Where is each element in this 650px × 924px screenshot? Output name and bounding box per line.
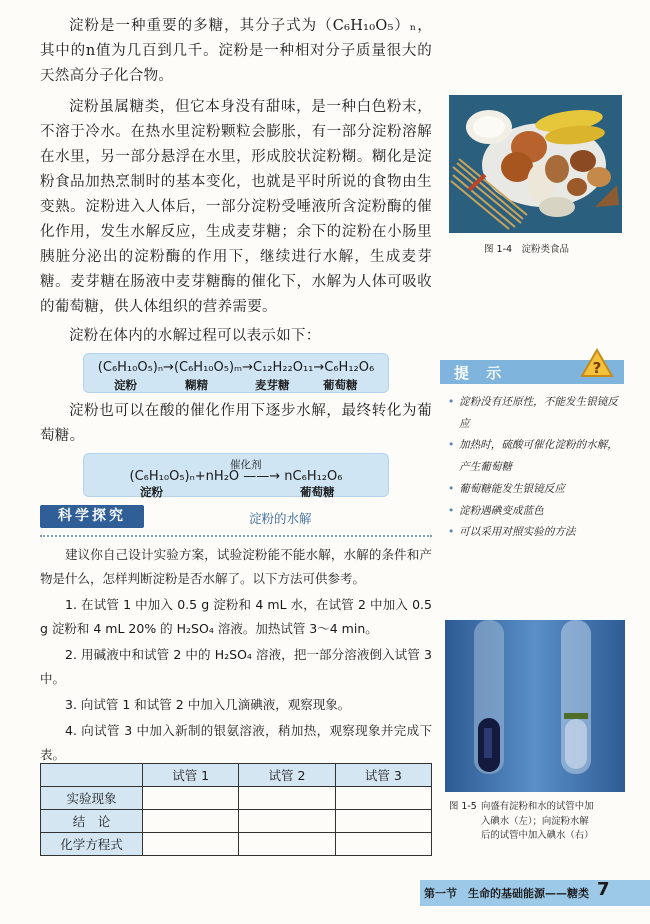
- test-tubes-illustration: [445, 620, 625, 792]
- table-row-label-phenomenon: 实验现象: [41, 787, 143, 810]
- equation-label-starch: 淀粉: [140, 485, 163, 499]
- dotted-divider: [40, 535, 432, 537]
- table-header-row: [41, 764, 432, 787]
- figure-caption-line: 向盛有淀粉和水的试管中加: [481, 801, 594, 812]
- equation-label-dextrin: 糊精: [185, 378, 208, 392]
- paragraph-hydrolysis-intro: 淀粉在体内的水解过程可以表示如下：: [69, 328, 321, 344]
- tip-item: • 可以采用对照实验的方法: [446, 522, 624, 544]
- table-header-tube-3: 试管 3: [335, 764, 431, 787]
- table-cell: [41, 764, 143, 787]
- table-header-tube-1: 试管 1: [143, 764, 239, 787]
- tip-item: • 葡萄糖能发生银镜反应: [446, 479, 624, 501]
- figure-caption-iodine-test: [449, 800, 627, 844]
- figure-caption-line: 后的试管中加入碘水（右）: [481, 830, 594, 841]
- science-inquiry-title: 淀粉的水解: [249, 511, 312, 526]
- equation-acid-hydrolysis: [83, 453, 389, 497]
- equation-formula: (C₆H₁₀O₅)ₙ+nH₂O ——→ nC₆H₁₂O₆: [129, 469, 343, 484]
- main-column: [40, 14, 432, 769]
- experiment-step-1: 1. 在试管 1 中加入 0.5 g 淀粉和 4 mL 水，在试管 2 中加入 0.5 g 淀粉和 4 mL 20% 的 H₂SO₄ 溶液。加热试管 3～4 min。: [40, 597, 432, 636]
- table-row: [41, 787, 432, 810]
- svg-text:?: ?: [592, 359, 602, 377]
- experiment-text: [40, 543, 432, 767]
- table-cell: [143, 833, 239, 856]
- results-table: [40, 763, 432, 856]
- table-row: [41, 810, 432, 833]
- table-row-label-conclusion: 结 论: [41, 810, 143, 833]
- tip-item: • 淀粉遇碘变成蓝色: [446, 501, 624, 523]
- experiment-step-2: 2. 用碱液中和试管 2 中的 H₂SO₄ 溶液，把一部分溶液倒入试管 3 中。: [40, 647, 432, 686]
- equation-catalyst: 催化剂: [230, 459, 262, 471]
- page-footer: [0, 880, 650, 924]
- equation-label-glucose: 葡萄糖: [323, 378, 358, 392]
- equation-enzymatic-hydrolysis: [83, 353, 389, 393]
- science-inquiry-badge: 科学探究: [40, 505, 144, 528]
- table-cell: [143, 810, 239, 833]
- table-cell: [239, 833, 335, 856]
- table-cell: [335, 833, 431, 856]
- science-inquiry-header: [40, 505, 432, 531]
- equation-label-starch: 淀粉: [114, 378, 137, 392]
- table-cell: [239, 787, 335, 810]
- figure-caption-number: 图 1-5: [449, 801, 477, 812]
- starch-foods-illustration: [449, 95, 622, 233]
- paragraph-starch-formula: 淀粉是一种重要的多糖，其分子式为（C₆H₁₀O₅）ₙ，其中的n值为几百到几千。淀粉是一种相对分子质量很大的天然高分子化合物。: [40, 18, 432, 84]
- iodine-test-tubes-photo: [445, 620, 625, 792]
- figure-caption-starch-foods: 图 1-4 淀粉类食品: [484, 244, 570, 255]
- table-cell: [335, 810, 431, 833]
- equation-label-maltose: 麦芽糖: [255, 378, 290, 392]
- equation-formula: (C₆H₁₀O₅)ₙ→(C₆H₁₀O₅)ₘ→C₁₂H₂₂O₁₁→C₆H₁₂O₆: [97, 360, 375, 375]
- table-header-tube-2: 试管 2: [239, 764, 335, 787]
- paragraph-starch-properties: 淀粉虽属糖类，但它本身没有甜味，是一种白色粉末，不溶于冷水。在热水里淀粉颗粒会膨胀，有一部分淀粉溶解在水里，另一部分悬浮在水里，形成胶状淀粉糊。糊化是淀粉食品加热烹制时的基本变化，也就是平时所说的食物由生变熟。淀粉进入人体后，一部分淀粉受唾液所含淀粉酶的催化作用，发生水解反应，生成麦芽糖；余下的淀粉在小肠里胰脏分泌出的淀粉酶的作用下，继续进行水解，生成麦芽糖。麦芽糖在肠液中麦芽糖酶的催化下，水解为人体可吸收的葡萄糖，供人体组织的营养需要。: [40, 99, 432, 315]
- tip-item: • 加热时，硫酸可催化淀粉的水解，产生葡萄糖: [446, 435, 624, 478]
- table-row-label-equation: 化学方程式: [41, 833, 143, 856]
- equation-label-glucose: 葡萄糖: [300, 485, 335, 499]
- table-cell: [143, 787, 239, 810]
- tip-item: • 淀粉没有还原性，不能发生银镜反应: [446, 392, 624, 435]
- experiment-step-4: 4. 向试管 3 中加入新制的银氨溶液，稍加热，观察现象并完成下表。: [40, 723, 432, 762]
- warning-triangle-icon: [580, 348, 614, 378]
- tips-title: 提 示: [454, 364, 508, 382]
- experiment-intro: 建议你自己设计实验方案，试验淀粉能不能水解，水解的条件和产物是什么，怎样判断淀粉是否水解了。以下方法可供参考。: [40, 547, 432, 586]
- footer-section-title: 第一节 生命的基础能源——糖类: [424, 887, 589, 900]
- paragraph-acid-hydrolysis: 淀粉也可以在酸的催化作用下逐步水解，最终转化为葡萄糖。: [40, 403, 432, 444]
- table-cell: [335, 787, 431, 810]
- page-number: 7: [597, 879, 610, 900]
- table-row: [41, 833, 432, 856]
- starch-foods-photo: [449, 95, 622, 233]
- experiment-step-3: 3. 向试管 1 和试管 2 中加入几滴碘液，观察现象。: [65, 697, 351, 712]
- table-cell: [239, 810, 335, 833]
- figure-caption-line: 入碘水（左）；向淀粉水解: [481, 815, 589, 827]
- tips-list: [446, 392, 624, 544]
